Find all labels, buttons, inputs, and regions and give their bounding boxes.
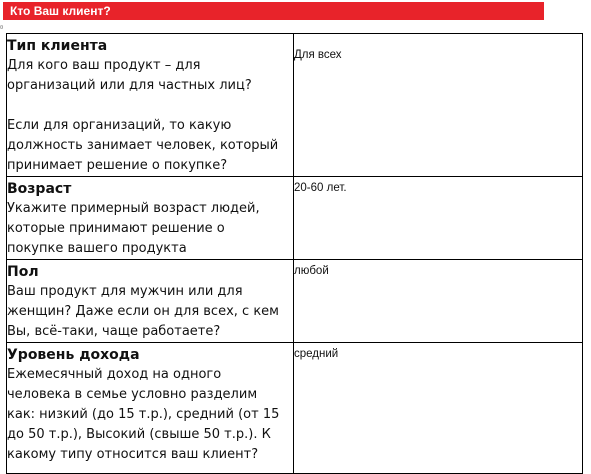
question-line: покупке вашего продукта [7, 241, 187, 256]
row-title: Пол [7, 264, 39, 280]
question-line: Ваш продукт для мужчин или для [7, 284, 243, 299]
row-title: Уровень дохода [7, 347, 140, 363]
anchor-icon: ¤ [0, 25, 4, 31]
question-line: Вы, всё-таки, чаще работаете? [7, 324, 221, 339]
answer-text: 20-60 лет. [294, 182, 347, 194]
question-line: женщин? Даже если он для всех, с кем [7, 304, 279, 319]
question-line: человека в семье условно разделим [7, 387, 258, 402]
question-line: до 50 т.р.), Высокий (свыше 50 т.р.). К [7, 427, 271, 442]
section-title: Кто Ваш клиент? [10, 4, 111, 18]
section-header-bar [3, 2, 544, 20]
answer-text: любой [294, 265, 329, 277]
question-cell [7, 34, 294, 177]
question-cell [7, 260, 294, 343]
table-row [7, 343, 583, 474]
question-line: Если для организаций, то какую [7, 118, 232, 133]
row-title: Возраст [7, 181, 72, 197]
question-line: организаций или для частных лиц? [7, 78, 252, 93]
question-line: Для кого ваш продукт – для [7, 58, 201, 73]
table-row [7, 34, 583, 177]
table-row [7, 177, 583, 260]
answer-text: Для всех [294, 49, 342, 61]
question-cell [7, 343, 294, 474]
question-line: Укажите примерный возраст людей, [7, 201, 260, 216]
question-line: должность занимает человек, который [7, 138, 279, 153]
question-line: какому типу относится ваш клиент? [7, 447, 259, 462]
question-line: принимает решение о покупке? [7, 158, 228, 173]
answer-cell[interactable] [294, 177, 583, 260]
question-line: которые принимают решение о [7, 221, 225, 236]
answer-text: средний [294, 348, 339, 360]
client-profile-table [6, 33, 583, 474]
question-line: как: низкий (до 15 т.р.), средний (от 15 [7, 407, 280, 422]
answer-cell[interactable] [294, 260, 583, 343]
question-line: Ежемесячный доход на одного [7, 367, 222, 382]
question-cell [7, 177, 294, 260]
table-row [7, 260, 583, 343]
answer-cell[interactable] [294, 34, 583, 177]
answer-cell[interactable] [294, 343, 583, 474]
row-title: Тип клиента [7, 38, 108, 54]
